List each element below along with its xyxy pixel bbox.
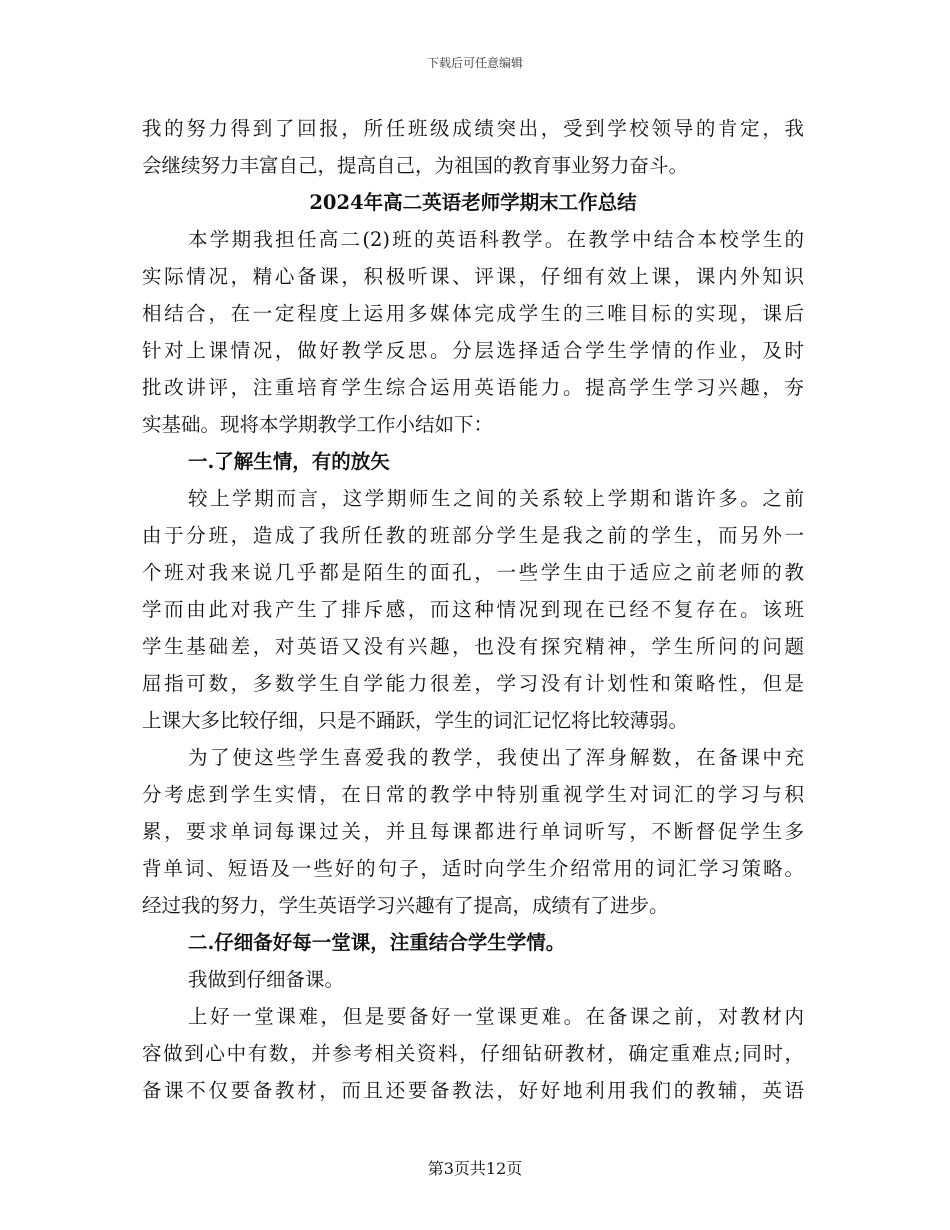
paragraph-line: 学而由此对我产生了排斥感，而这种情况到现在已经不复存在。该班 — [142, 598, 804, 621]
paragraph-line: 屈指可数，多数学生自学能力很差，学习没有计划性和策略性，但是 — [142, 672, 804, 695]
document-title: 2024年高二英语老师学期末工作总结 — [309, 191, 637, 214]
paragraph-line: 较上学期而言，这学期师生之间的关系较上学期和谐许多。之前 — [188, 487, 804, 510]
paragraph-line: 我做到仔细备课。 — [188, 968, 345, 991]
section-heading-1: 一.了解生情，有的放矢 — [188, 450, 390, 473]
paragraph-line: 容做到心中有数，并参考相关资料，仔细钻研教材，确定重难点;同时， — [142, 1042, 804, 1065]
paragraph-line: 分考虑到学生实情，在日常的教学中特别重视学生对词汇的学习与积 — [142, 783, 804, 806]
paragraph-line: 我的努力得到了回报，所任班级成绩突出，受到学校领导的肯定，我 — [142, 117, 804, 140]
document-body — [142, 110, 804, 1109]
page-number: 第3页共12页 — [427, 1159, 523, 1178]
paragraph-line: 累，要求单词每课过关，并且每课都进行单词听写，不断督促学生多 — [142, 820, 804, 843]
paragraph-line: 备课不仅要备教材，而且还要备教法，好好地利用我们的教辅，英语 — [142, 1079, 804, 1102]
paragraph-line: 上课大多比较仔细，只是不踊跃，学生的词汇记忆将比较薄弱。 — [142, 709, 689, 732]
paragraph-line: 个班对我来说几乎都是陌生的面孔，一些学生由于适应之前老师的教 — [142, 561, 804, 584]
paragraph-line: 学生基础差，对英语又没有兴趣，也没有探究精神，学生所问的问题 — [142, 635, 804, 658]
paragraph-line: 本学期我担任高二(2)班的英语科教学。在教学中结合本校学生的 — [188, 228, 804, 251]
paragraph-line: 相结合，在一定程度上运用多媒体完成学生的三唯目标的实现，课后 — [142, 302, 804, 325]
paragraph-line: 上好一堂课难，但是要备好一堂课更难。在备课之前，对教材内 — [188, 1005, 804, 1028]
paragraph-line: 实基础。现将本学期教学工作小结如下： — [142, 413, 494, 436]
paragraph-line: 为了使这些学生喜爱我的教学，我使出了浑身解数，在备课中充 — [188, 746, 804, 769]
paragraph-line: 背单词、短语及一些好的句子，适时向学生介绍常用的词汇学习策略。 — [142, 857, 804, 880]
paragraph-line: 针对上课情况，做好教学反思。分层选择适合学生学情的作业，及时 — [142, 339, 804, 362]
paragraph-line: 实际情况，精心备课，积极听课、评课，仔细有效上课，课内外知识 — [142, 265, 804, 288]
paragraph-line: 经过我的努力，学生英语学习兴趣有了提高，成绩有了进步。 — [142, 894, 669, 917]
paragraph-line: 批改讲评，注重培育学生综合运用英语能力。提高学生学习兴趣，夯 — [142, 376, 804, 399]
paragraph-line: 由于分班，造成了我所任教的班部分学生是我之前的学生，而另外一 — [142, 524, 804, 547]
paragraph-line: 会继续努力丰富自己，提高自己，为祖国的教育事业努力奋斗。 — [142, 154, 689, 177]
section-heading-2: 二.仔细备好每一堂课，注重结合学生学情。 — [188, 931, 566, 954]
header-note: 下载后可任意编辑 — [426, 56, 523, 70]
